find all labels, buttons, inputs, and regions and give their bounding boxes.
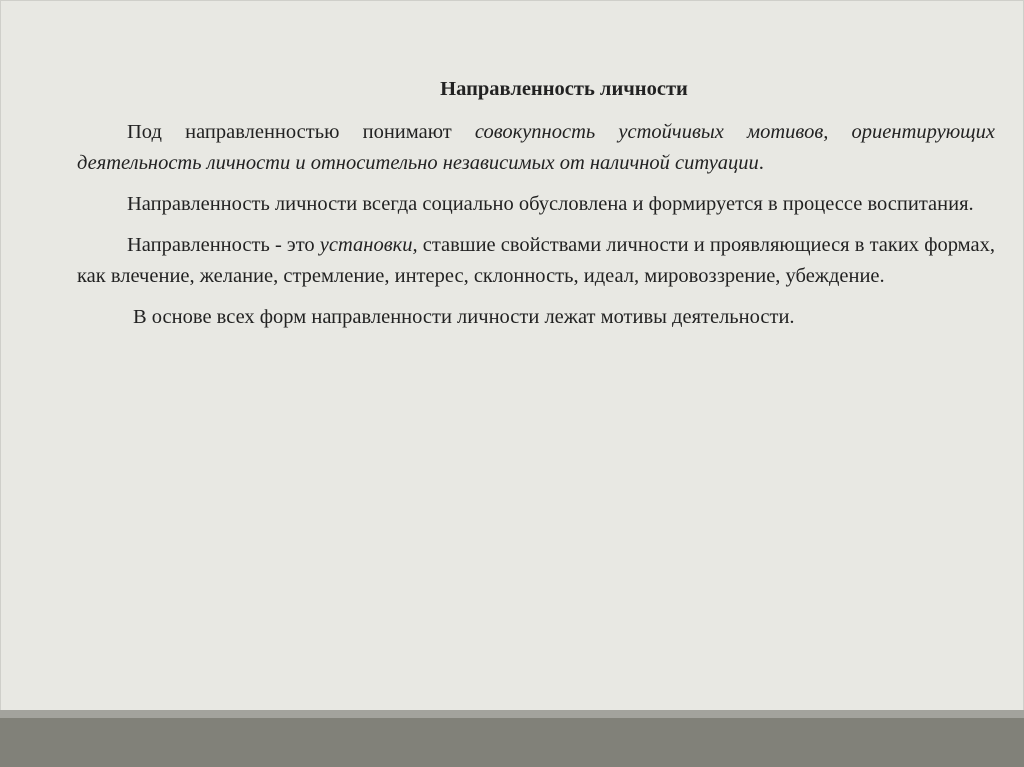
footer-stripe-light	[0, 710, 1024, 718]
paragraph-definition-italic: совокупность устойчивых мотивов, ориентирующих деятельность личности и относительно независимых от наличной ситуации	[77, 121, 995, 174]
paragraph-attitudes-italic: установки,	[319, 234, 418, 256]
footer-bar	[0, 718, 1024, 767]
paragraph-social: Направленность личности всегда социально обусловлена и формируется в процессе воспитания.	[127, 193, 974, 215]
paragraph-attitudes-text: Направленность - это	[127, 234, 320, 256]
paragraph-attitudes	[77, 230, 995, 292]
paragraph-motives: В основе всех форм направленности личности лежат мотивы деятельности.	[133, 306, 795, 328]
paragraph-definition-text: Под направленностью понимают	[127, 121, 475, 143]
paragraph-definition	[77, 117, 995, 179]
slide-title: Направленность личности	[440, 78, 688, 100]
slide-content	[77, 74, 995, 343]
paragraph-attitudes-rest: ставшие свойствами личности и проявляющиеся в таких формах, как влечение, желание, стремление, интерес, склонность, идеал, мировоззрение, убеждение.	[77, 234, 995, 287]
paragraph-definition-end: .	[758, 152, 764, 174]
